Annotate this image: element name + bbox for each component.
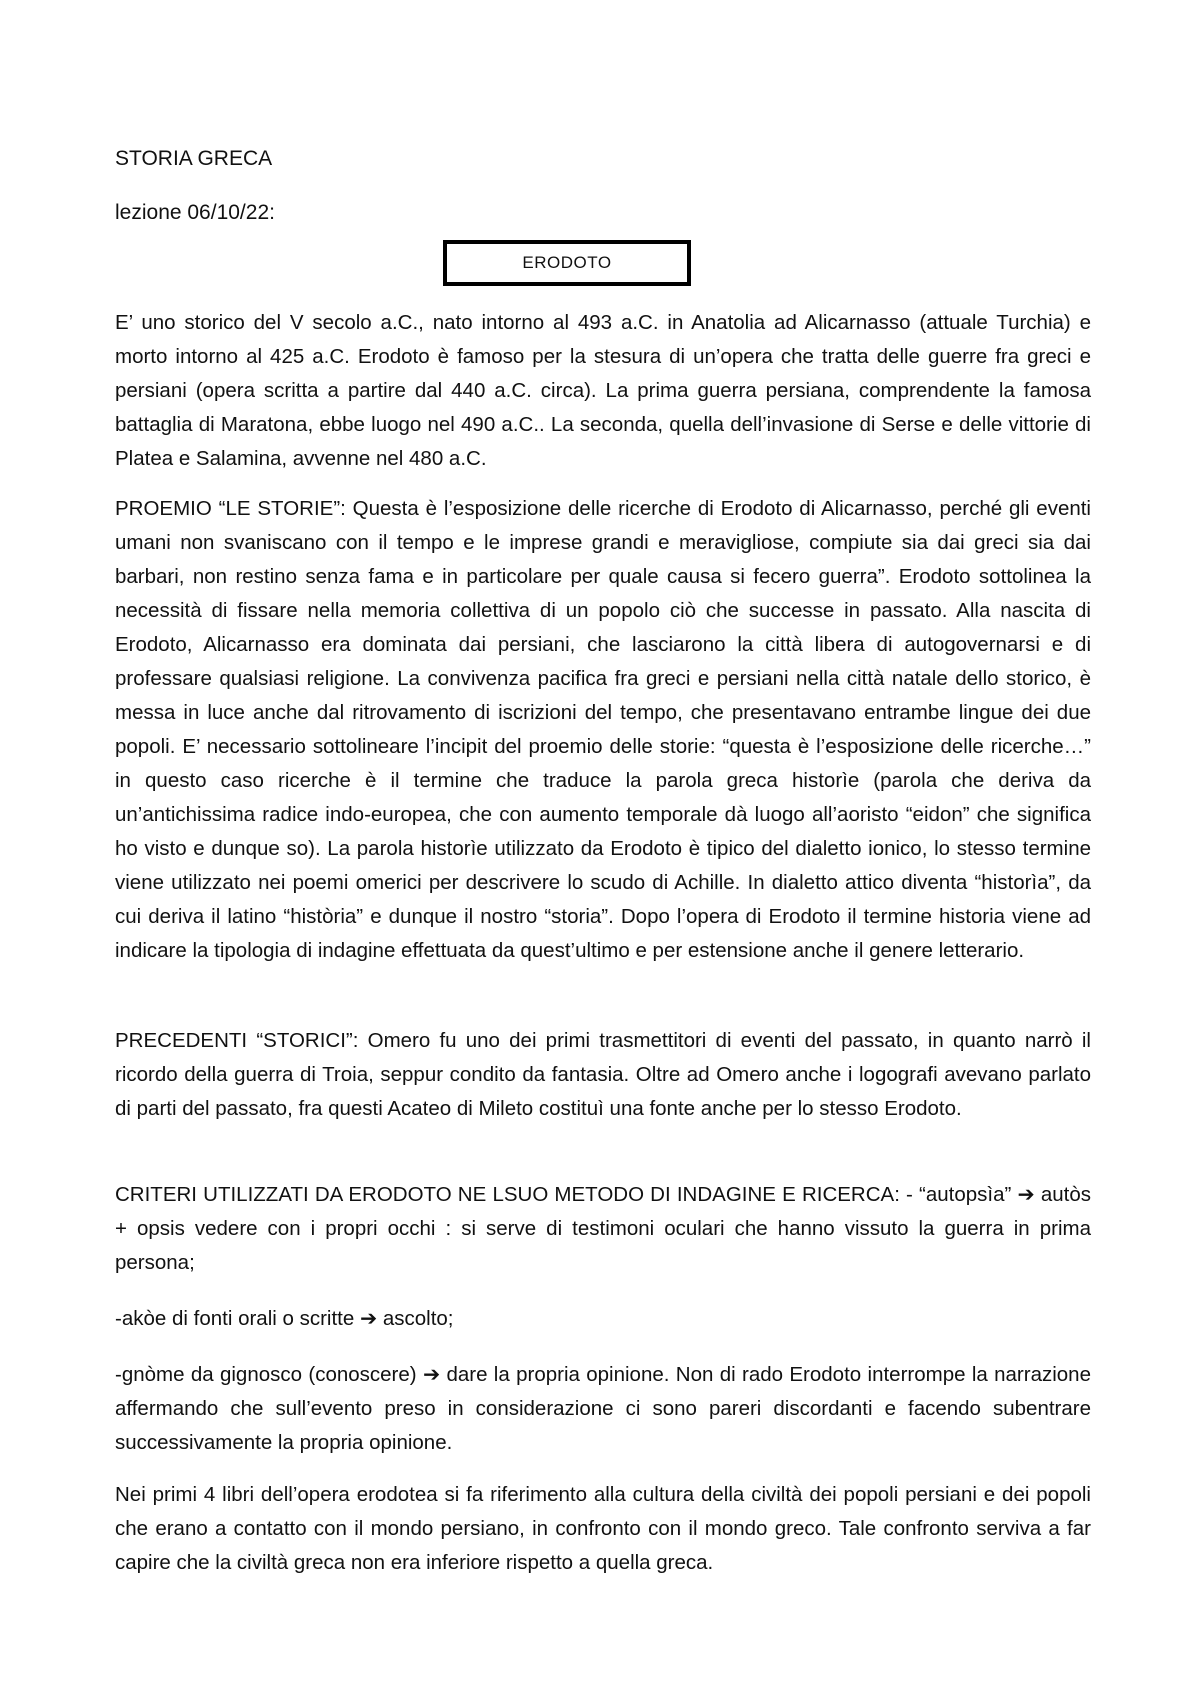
paragraph-intro: E’ uno storico del V secolo a.C., nato intorno al 493 a.C. in Anatolia ad Alicarnasso (attuale Turchia) e morto intorno al 425 a.C. Erodoto è famoso per la stesura di un’opera che tratta delle guerre fra greci e persiani (opera scritta a partire dal 440 a.C. circa). La prima guerra persiana, comprendente la famosa battaglia di Maratona, ebbe luogo nel 490 a.C.. La seconda, quella dell’invasione di Serse e delle vittorie di Platea e Salamina, avvenne nel 480 a.C. <box>115 311 1091 470</box>
document-title: STORIA GRECA <box>115 147 273 170</box>
paragraph-criteri: CRITERI UTILIZZATI DA ERODOTO NE LSUO METODO DI INDAGINE E RICERCA: - “autopsìa” ➔ autòs + opsis vedere con i propri occhi : si serve di testimoni oculari che hanno vissuto la guerra in prima persona; <box>115 1183 1091 1274</box>
paragraph-libri: Nei primi 4 libri dell’opera erodotea si fa riferimento alla cultura della civiltà dei popoli persiani e dei popoli che erano a contatto con il mondo persiano, in confronto con il mondo greco. Tale confronto serviva a far capire che la civiltà greca non era inferiore rispetto a quella greca. <box>115 1483 1091 1574</box>
paragraph-precedenti: PRECEDENTI “STORICI”: Omero fu uno dei primi trasmettitori di eventi del passato, in quanto narrò il ricordo della guerra di Troia, seppur condito da fantasia. Oltre ad Omero anche i logografi avevano parlato di parti del passato, fra questi Acateo di Mileto costituì una fonte anche per lo stesso Erodoto. <box>115 1029 1091 1120</box>
lesson-date: lezione 06/10/22: <box>115 201 275 224</box>
paragraph-proemio: PROEMIO “LE STORIE”: Questa è l’esposizione delle ricerche di Erodoto di Alicarnasso, perché gli eventi umani non svaniscano con il tempo e le imprese grandi e meravigliose, compiute sia dai greci sia dai barbari, non restino senza fama e in particolare per quale causa si fecero guerra”. Erodoto sottolinea la necessità di fissare nella memoria collettiva di un popolo ciò che successe in passato. Alla nascita di Erodoto, Alicarnasso era dominata dai persiani, che lasciarono la città libera di autogovernarsi e di professare qualsiasi religione. La convivenza pacifica fra greci e persiani nella città natale dello storico, è messa in luce anche dal ritrovamento di iscrizioni del tempo, che presentavano entrambe lingue dei due popoli. E’ necessario sottolineare l’incipit del proemio delle storie: “questa è l’esposizione delle ricerche…” in questo caso ricerche è il termine che traduce la parola greca historìe (parola che deriva da un’antichissima radice indo-europea, che con aumento temporale dà luogo all’aoristo “eidon” che significa ho visto e dunque so). La parola historìe utilizzato da Erodoto è tipico del dialetto ionico, lo stesso termine viene utilizzato nei poemi omerici per descrivere lo scudo di Achille. In dialetto attico diventa “historìa”, da cui deriva il latino “història” e dunque il nostro “storia”. Dopo l’opera di Erodoto il termine historia viene ad indicare la tipologia di indagine effettuata da quest’ultimo e per estensione anche il genere letterario. <box>115 497 1091 962</box>
paragraph-gnome: -gnòme da gignosco (conoscere) ➔ dare la propria opinione. Non di rado Erodoto interrompe la narrazione affermando che sull’evento preso in considerazione ci sono pareri discordanti e facendo subentrare successivamente la propria opinione. <box>115 1363 1091 1454</box>
topic-box-label: ERODOTO <box>522 253 612 272</box>
paragraph-akoe: -akòe di fonti orali o scritte ➔ ascolto; <box>115 1307 454 1330</box>
topic-box <box>443 240 691 286</box>
